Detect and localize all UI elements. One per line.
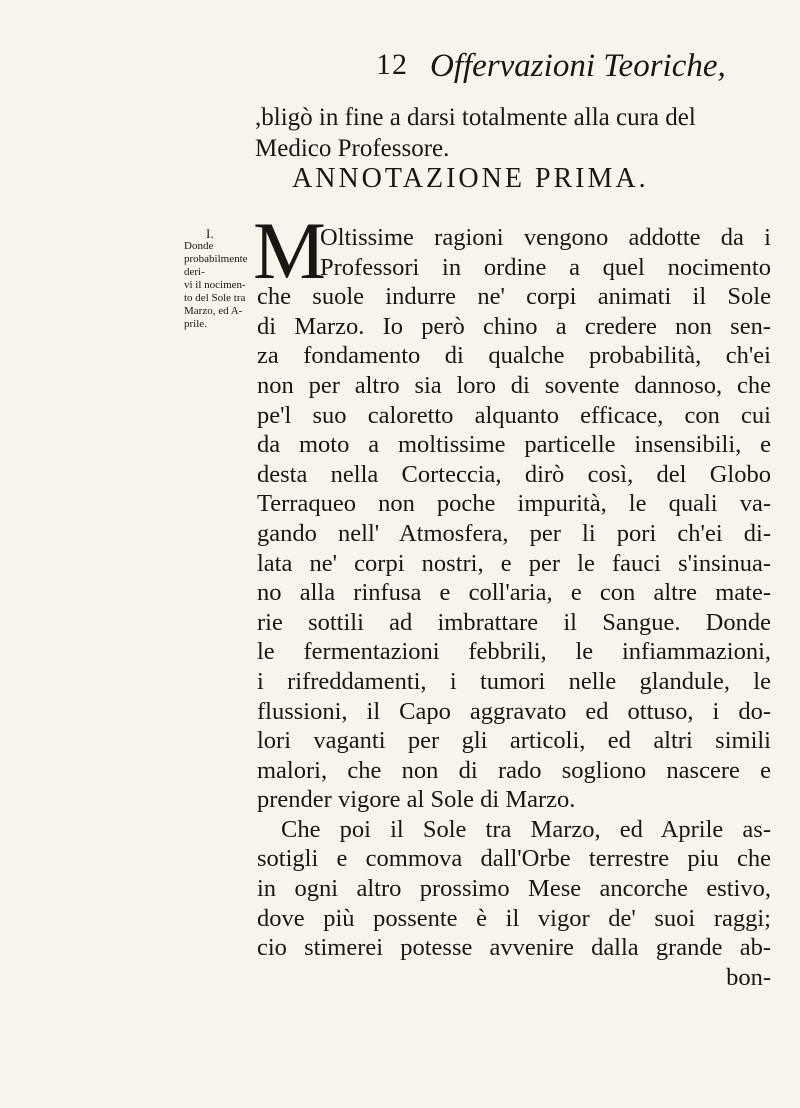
- text-line: i rifreddamenti, i tumori nelle glandule, le: [257, 667, 771, 695]
- text-line: no alla rinfusa e coll'aria, e con altre mate-: [257, 579, 771, 607]
- continued-text: [255, 102, 696, 164]
- running-head: Offervazioni Teoriche,: [430, 48, 726, 84]
- main-text: [257, 223, 771, 992]
- margin-note-number: I.: [206, 226, 214, 241]
- continued-line-2: Medico Professore.: [255, 135, 450, 162]
- text-line: che suole indurre ne' corpi animati il Sole: [257, 283, 771, 311]
- catchword: bon-: [726, 963, 771, 991]
- continued-line-1: ,bligò in fine a darsi totalmente alla cura del: [255, 104, 696, 131]
- text-line: flussioni, il Capo aggravato ed ottuso, i do-: [257, 697, 771, 725]
- text-line: za fondamento di qualche probabilità, ch'ei: [257, 342, 771, 370]
- text-line: le fermentazioni febbrili, le infiammazioni,: [257, 638, 771, 666]
- section-heading: ANNOTAZIONE PRIMA.: [292, 163, 649, 194]
- text-line: sotigli e commova dall'Orbe terrestre piu che: [257, 845, 771, 873]
- text-line: pe'l suo caloretto alquanto efficace, con cui: [257, 401, 771, 429]
- text-line: non per altro sia loro di sovente dannoso, che: [257, 371, 771, 399]
- text-line: gando nell' Atmosfera, per li pori ch'ei di-: [257, 519, 771, 547]
- page-header: [376, 48, 756, 92]
- text-line: Terraqueo non poche impurità, le quali va-: [257, 490, 771, 518]
- margin-note-line-3: to del Sole tra: [184, 292, 246, 304]
- text-line: Professori in ordine a quel nocimento: [320, 253, 771, 281]
- margin-note-line-4: Marzo, ed A-: [184, 305, 243, 317]
- margin-note-line-1: Donde probabilmente deri-: [184, 240, 248, 278]
- margin-note-line-2: vi il nocimen-: [184, 279, 246, 291]
- drop-cap: M: [253, 205, 326, 296]
- text-line: lata ne' corpi nostri, e per le fauci s'insinua-: [257, 549, 771, 577]
- page-number: 12: [376, 48, 408, 81]
- text-line: Che poi il Sole tra Marzo, ed Aprile as-: [281, 815, 771, 843]
- text-line: prender vigore al Sole di Marzo.: [257, 786, 576, 814]
- text-line: cio stimerei potesse avvenire dalla grande ab-: [257, 934, 771, 962]
- text-line: malori, che non di rado sogliono nascere e: [257, 756, 771, 784]
- text-line: desta nella Corteccia, dirò così, del Globo: [257, 460, 771, 488]
- text-line: lori vaganti per gli articoli, ed altri simili: [257, 727, 771, 755]
- text-line: da moto a moltissime particelle insensibili, e: [257, 431, 771, 459]
- margin-note: [184, 228, 251, 331]
- text-line: rie sottili ad imbrattare il Sangue. Donde: [257, 608, 771, 636]
- margin-note-line-5: prile.: [184, 318, 207, 330]
- text-line: dove più possente è il vigor de' suoi raggi;: [257, 904, 771, 932]
- text-line: Oltissime ragioni vengono addotte da i: [320, 224, 771, 251]
- text-line: di Marzo. Io però chino a credere non sen-: [257, 312, 771, 340]
- text-line: in ogni altro prossimo Mese ancorche estivo,: [257, 875, 771, 903]
